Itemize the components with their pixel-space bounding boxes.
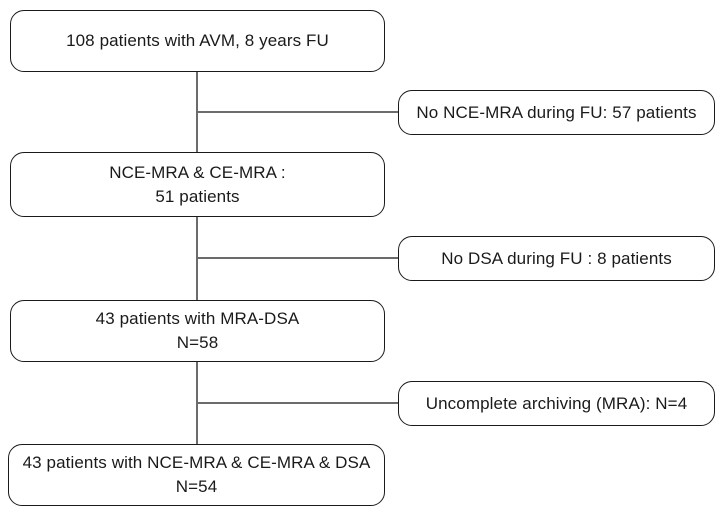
- connector-branch-exclusion-2: [197, 257, 399, 259]
- flow-box-mra-dsa-line1: 43 patients with MRA-DSA: [95, 309, 300, 328]
- flow-box-nce-ce-mra-line1: NCE-MRA & CE-MRA :: [109, 162, 286, 182]
- flow-box-excluded-no-dsa: [398, 236, 715, 281]
- flow-box-nce-ce-mra-line2: 51 patients: [155, 186, 240, 206]
- connector-branch-exclusion-1: [197, 111, 399, 113]
- flow-box-excluded-no-nce-mra-text: No NCE-MRA during FU: 57 patients: [416, 102, 697, 122]
- flow-box-cohort: [10, 10, 385, 72]
- flow-box-excluded-no-dsa-text: No DSA during FU : 8 patients: [441, 248, 672, 268]
- flow-box-excluded-uncomplete-archiving: [398, 381, 715, 426]
- flow-box-final-cohort-line2: N=54: [175, 477, 218, 496]
- flow-box-mra-dsa-line2: N=58: [176, 333, 219, 352]
- flow-box-cohort-text: 108 patients with AVM, 8 years FU: [66, 31, 329, 50]
- flow-box-final-cohort-line1: 43 patients with NCE-MRA & CE-MRA & DSA: [22, 453, 371, 472]
- flow-box-nce-ce-mra: [10, 152, 385, 217]
- flow-box-excluded-uncomplete-archiving-text: Uncomplete archiving (MRA): N=4: [425, 393, 688, 413]
- connector-branch-exclusion-3: [197, 402, 399, 404]
- flow-box-mra-dsa: [10, 300, 385, 362]
- flow-box-final-cohort: [8, 444, 385, 506]
- flow-box-excluded-no-nce-mra: [398, 90, 715, 135]
